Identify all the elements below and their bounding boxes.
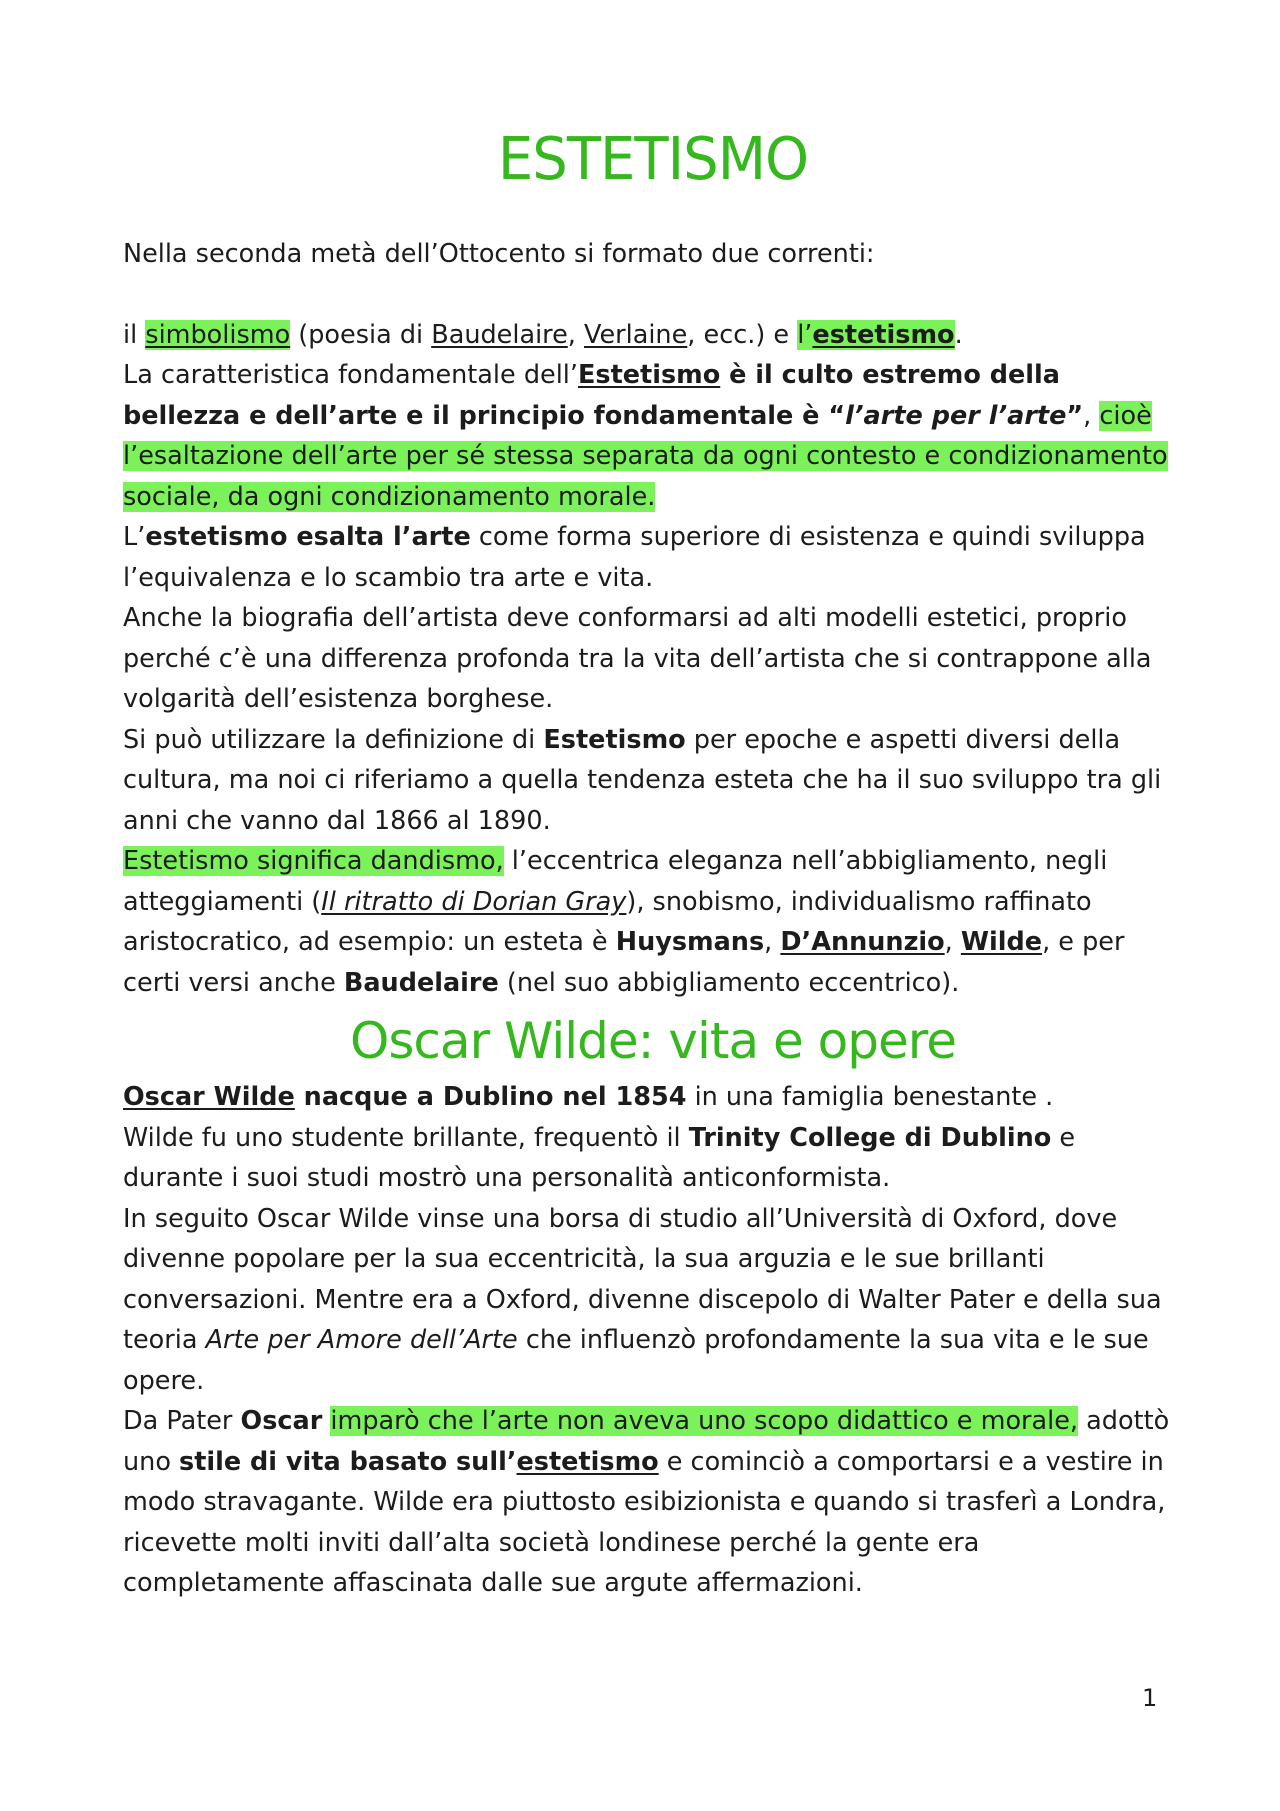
paragraph-education: [123, 1118, 1183, 1199]
text: ), snobismo, individualismo raffinato aristocratico, ad esempio: un esteta è: [123, 886, 1092, 957]
text: è il culto estremo della bellezza e dell’arte e il principio fondamentale è “: [123, 360, 1060, 431]
document-page: [123, 120, 1183, 1604]
text: per epoche e aspetti diversi della cultura, ma noi ci riferiamo a quella tendenza esteta che ha il suo sviluppo tra gli anni che vanno dal 1866 al 1890.: [123, 724, 1162, 836]
trinity-college: Trinity College di Dublino: [688, 1122, 1052, 1153]
text: ,: [764, 927, 781, 957]
text: In seguito Oscar Wilde vinse una borsa di studio all’Università di Oxford, dove divenne popolare per la sua eccentricità, la sua arguzia e le sue brillanti conversazioni. Mentre era a Oxford, divenne discepolo di Walter Pater e della sua teoria: [123, 1203, 1162, 1355]
huysmans-name: Huysmans: [615, 927, 765, 957]
text: ,: [944, 927, 961, 957]
paragraph-currents: [123, 315, 1183, 356]
paragraph-biography: Anche la biografia dell’artista deve conformarsi ad alti modelli estetici, proprio perché c’è una differenza profonda tra la vita dell’artista che si contrappone alla volgarità dell’esistenza borghese.: [123, 603, 1152, 714]
text: il: [123, 319, 146, 350]
text: , e per certi versi anche: [123, 927, 1125, 998]
text: e cominciò a comportarsi e a vestire in modo stravagante. Wilde era piuttosto esibizionista e quando si trasferì a Londra, ricevette molti inviti dall’alta società londinese perché la gente era completamente affascinata dalle sue argute affermazioni.: [123, 1446, 1166, 1598]
text: (poesia di: [290, 319, 432, 350]
estetismo-term: Estetismo: [577, 360, 721, 390]
page-title: ESTETISMO: [497, 125, 809, 194]
text: e durante i suoi studi mostrò una personalità anticonformista.: [123, 1122, 1076, 1193]
text: Wilde fu uno studente brillante, frequentò il: [123, 1122, 689, 1153]
baudelaire-name: Baudelaire: [343, 967, 499, 998]
verlaine-link: Verlaine: [584, 319, 688, 350]
bold-phrase: estetismo esalta l’arte: [145, 522, 471, 552]
text: ,: [1083, 400, 1100, 431]
oscar-name: Oscar: [240, 1406, 323, 1436]
text: Da Pater: [123, 1406, 241, 1436]
paragraph-dandyism: [123, 841, 1183, 1003]
text: adottò uno: [123, 1406, 1170, 1477]
baudelaire-link: Baudelaire: [431, 319, 568, 350]
definition-highlight: cioè l’esaltazione dell’arte per sé stessa separata da ogni contesto e condizionamento sociale, da ogni condizionamento morale.: [123, 400, 1168, 512]
bold-term: Estetismo: [543, 724, 686, 755]
paragraph-birth: [123, 1077, 1183, 1118]
text: l’: [797, 319, 813, 350]
text: L’: [123, 522, 146, 552]
simbolismo-term: simbolismo: [145, 319, 291, 350]
text: (nel suo abbigliamento eccentrico).: [498, 967, 960, 998]
paragraph-oxford: [123, 1199, 1183, 1402]
page-number: 1: [1142, 1684, 1158, 1712]
text: ,: [567, 319, 584, 350]
motto: l’arte per l’arte: [845, 400, 1067, 431]
estetismo-highlight: [797, 320, 954, 350]
bold-phrase: stile di vita basato sull’: [179, 1446, 517, 1477]
text: Si può utilizzare la definizione di: [123, 724, 544, 755]
paragraph-pater: [123, 1401, 1183, 1604]
bold-phrase: nacque a Dublino nel 1854: [294, 1082, 687, 1112]
text: che influenzò profondamente la sua vita e le sue opere.: [123, 1325, 1149, 1396]
text: in una famiglia benestante .: [686, 1082, 1054, 1112]
dandismo-highlight: Estetismo significa dandismo,: [123, 846, 504, 876]
text: La caratteristica fondamentale dell’: [123, 360, 578, 390]
section-heading: Oscar Wilde: vita e opere: [350, 1012, 956, 1070]
spacer: [123, 275, 1183, 315]
estetismo-term: estetismo: [516, 1446, 659, 1477]
dorian-gray-title: Il ritratto di Dorian Gray: [321, 886, 627, 917]
text: ”: [1066, 400, 1084, 431]
text: come forma superiore di esistenza e quindi sviluppa l’equivalenza e lo scambio tra arte e vita.: [123, 522, 1146, 593]
intro-paragraph: Nella seconda metà dell’Ottocento si formato due correnti:: [123, 239, 875, 269]
text: .: [954, 319, 963, 350]
oscar-wilde-name: Oscar Wilde: [123, 1082, 295, 1112]
wilde-name: Wilde: [960, 927, 1043, 957]
paragraph-period: [123, 720, 1183, 842]
pater-highlight: imparò che l’arte non aveva uno scopo didattico e morale,: [330, 1406, 1079, 1436]
theory-title: Arte per Amore dell’Arte: [205, 1325, 518, 1355]
paragraph-art-life: [123, 517, 1183, 598]
estetismo-term: estetismo: [812, 319, 955, 350]
paragraph-definition: [123, 355, 1183, 517]
text: , ecc.) e: [687, 319, 798, 350]
dannunzio-name: D’Annunzio: [780, 927, 945, 957]
text: l’eccentrica eleganza nell’abbigliamento, negli atteggiamenti (: [123, 846, 1108, 917]
